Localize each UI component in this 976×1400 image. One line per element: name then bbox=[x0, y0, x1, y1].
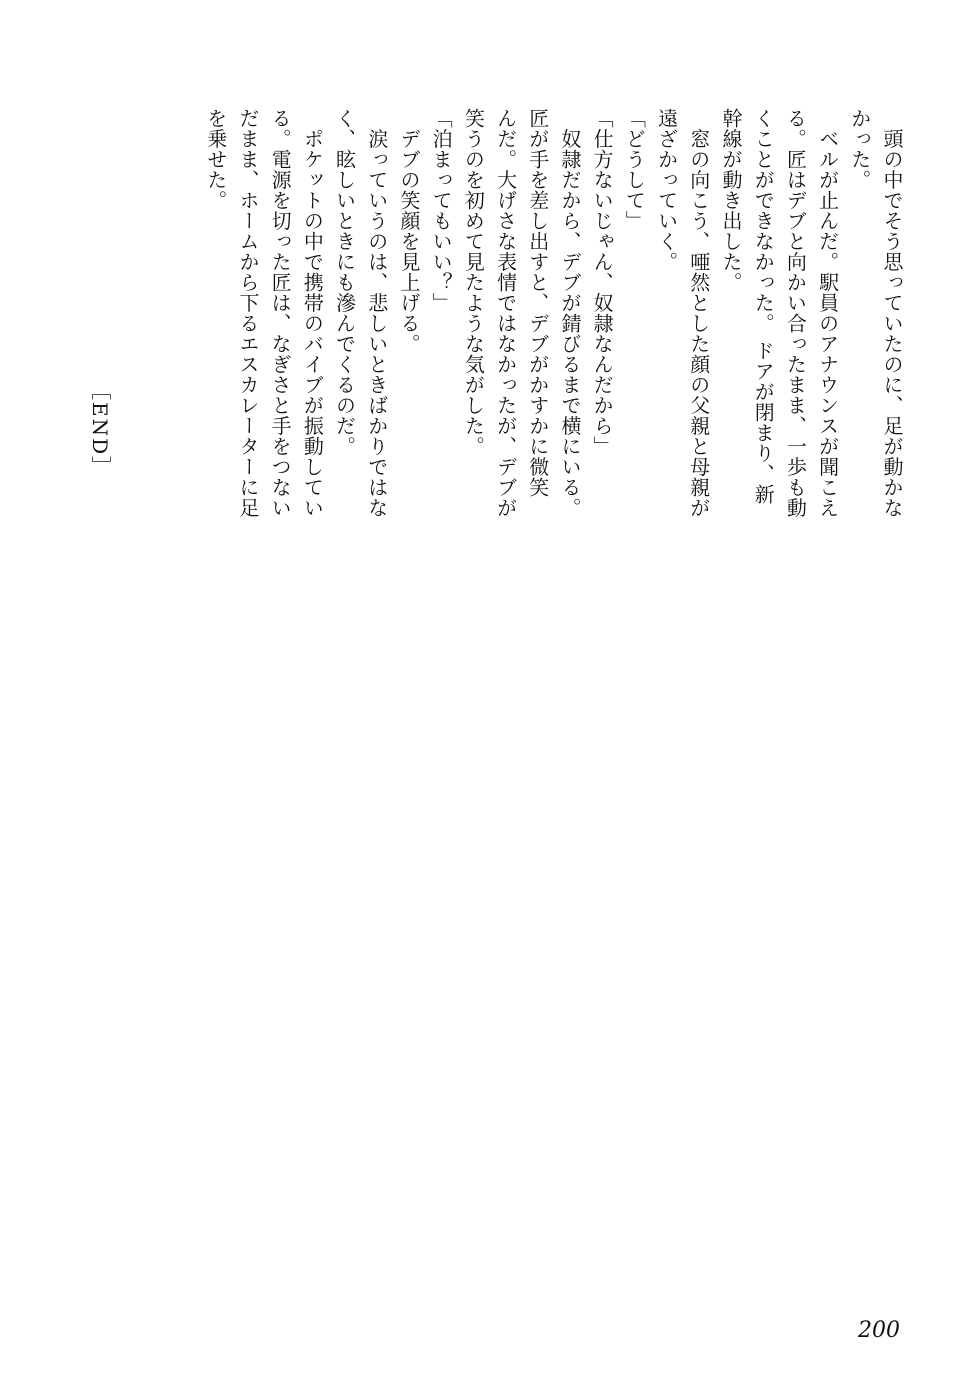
text-line: 奴隷だから、デブが錆びるまで横にいる。 bbox=[557, 108, 582, 518]
text-line: る。匠はデブと向かい合ったまま、一歩も動 bbox=[783, 108, 808, 518]
text-line: 匠が手を差し出すと、デブがかすかに微笑 bbox=[525, 108, 550, 498]
text-line: 「どうして」 bbox=[622, 108, 647, 231]
text-line: かった。 bbox=[847, 108, 872, 190]
text-line: を乗せた。 bbox=[203, 108, 228, 211]
vertical-text-block bbox=[200, 108, 908, 528]
end-marker: ［END］ bbox=[88, 380, 112, 479]
text-line: 涙っていうのは、悲しいときばかりではな bbox=[364, 108, 389, 518]
text-line: く、眩しいときにも滲んでくるのだ。 bbox=[332, 108, 357, 457]
text-line: 遠ざかっていく。 bbox=[654, 108, 679, 272]
text-line: ポケットの中で携帯のバイブが振動してい bbox=[300, 108, 325, 518]
text-line: 「仕方ないじゃん、奴隷なんだから」 bbox=[590, 108, 615, 457]
text-line: 幹線が動き出した。 bbox=[718, 108, 743, 293]
page-number: 200 bbox=[858, 1318, 900, 1343]
text-line: んだ。大げさな表情ではなかったが、デブが bbox=[493, 108, 518, 518]
text-line: くことができなかった。 ドアが閉まり、新 bbox=[751, 108, 776, 505]
text-line: ベルが止んだ。駅員のアナウンスが聞こえ bbox=[815, 108, 840, 518]
text-line: 窓の向こう、唖然とした顔の父親と母親が bbox=[686, 108, 711, 518]
text-line: だまま、ホームから下るエスカレーターに足 bbox=[235, 108, 260, 518]
text-line: 頭の中でそう思っていたのに、足が動かな bbox=[880, 108, 904, 518]
text-line: デブの笑顔を見上げる。 bbox=[396, 108, 421, 354]
text-line: 笑うのを初めて見たような気がした。 bbox=[461, 108, 486, 457]
text-line: 「泊まってもいい？」 bbox=[429, 108, 454, 313]
text-line: る。電源を切った匠は、なぎさと手をつない bbox=[268, 108, 293, 518]
